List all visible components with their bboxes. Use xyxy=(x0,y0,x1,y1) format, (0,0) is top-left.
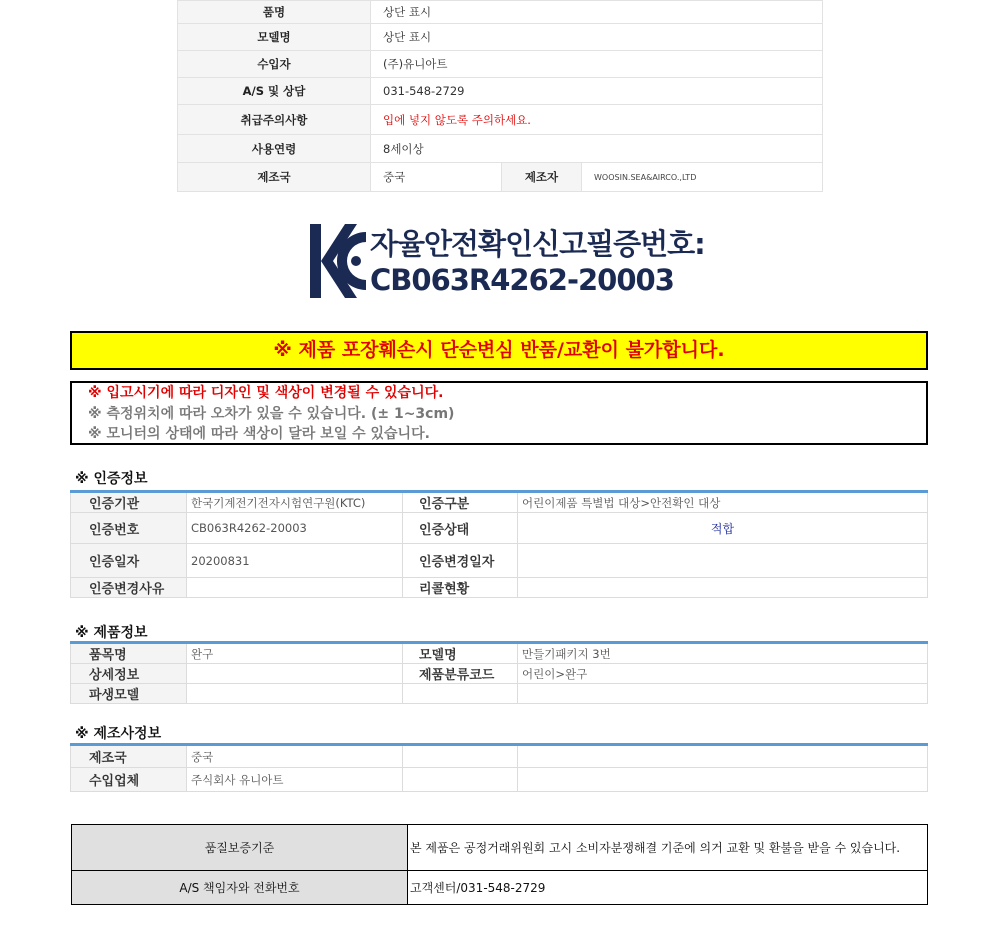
empty-cell xyxy=(518,745,928,768)
spec-row xyxy=(178,135,823,163)
table-row xyxy=(71,664,928,684)
cert-number-value: CB063R4262-20003 xyxy=(187,513,403,544)
section-title: ※ 제품정보 xyxy=(75,625,148,641)
table-row xyxy=(71,544,928,578)
table-row xyxy=(71,768,928,792)
product-spec-table xyxy=(177,0,823,192)
spec-value: WOOSIN.SEA&AIRCO.,LTD xyxy=(582,163,823,192)
spec-row xyxy=(178,105,823,135)
recall-value xyxy=(518,578,928,598)
cert-type-label: 인증구분 xyxy=(403,492,518,513)
kc-label: 자율안전확인신고필증번호: xyxy=(370,227,705,261)
spec-row xyxy=(178,24,823,51)
table-row xyxy=(71,492,928,513)
importer-value: 주식회사 유니아트 xyxy=(187,768,403,792)
empty-cell xyxy=(518,684,928,704)
kc-number: CB063R4262-20003 xyxy=(370,263,674,297)
table-row xyxy=(71,513,928,544)
table-row xyxy=(71,684,928,704)
cert-change-date-label: 인증변경일자 xyxy=(403,544,518,578)
cert-date-value: 20200831 xyxy=(187,544,403,578)
spec-value: 031-548-2729 xyxy=(371,78,823,105)
country-value: 중국 xyxy=(187,745,403,768)
class-code-value: 어린이>완구 xyxy=(518,664,928,684)
table-row xyxy=(71,643,928,664)
spec-label: 제조국 xyxy=(178,163,371,192)
table-row xyxy=(72,825,928,871)
spec-row xyxy=(178,51,823,78)
derived-model-label: 파생모델 xyxy=(71,684,187,704)
spec-value: 중국 xyxy=(371,163,502,192)
notice-line: ※ 측정위치에 따라 오차가 있을 수 있습니다. (± 1~3cm) xyxy=(88,405,455,422)
model-value: 만들기패키지 3번 xyxy=(518,643,928,664)
spec-label: A/S 및 상담 xyxy=(178,78,371,105)
spec-label: 제조자 xyxy=(502,163,582,192)
kc-certification-logo xyxy=(310,224,366,298)
cert-type-value: 어린이제품 특별법 대상>안전확인 대상 xyxy=(518,492,928,513)
item-name-value: 완구 xyxy=(187,643,403,664)
spec-label: 취급주의사항 xyxy=(178,105,371,135)
recall-label: 리콜현황 xyxy=(403,578,518,598)
class-code-label: 제품분류코드 xyxy=(403,664,518,684)
warranty-table xyxy=(71,824,928,905)
detail-label: 상세정보 xyxy=(71,664,187,684)
product-info-table xyxy=(70,641,928,704)
spec-row xyxy=(178,1,823,24)
model-label: 모델명 xyxy=(403,643,518,664)
empty-cell xyxy=(403,768,518,792)
cert-number-label: 인증번호 xyxy=(71,513,187,544)
notice-line: ※ 입고시기에 따라 디자인 및 색상이 변경될 수 있습니다. xyxy=(88,385,444,401)
as-contact-value: 고객센터/031-548-2729 xyxy=(408,871,928,905)
empty-cell xyxy=(403,684,518,704)
spec-label: 사용연령 xyxy=(178,135,371,163)
as-contact-label: A/S 책임자와 전화번호 xyxy=(72,871,408,905)
table-row xyxy=(72,871,928,905)
cert-date-label: 인증일자 xyxy=(71,544,187,578)
detail-value xyxy=(187,664,403,684)
cert-status-value: 적합 xyxy=(518,513,928,544)
spec-row xyxy=(178,163,823,192)
spec-label: 품명 xyxy=(178,1,371,24)
spec-value: 8세이상 xyxy=(371,135,823,163)
section-title: ※ 인증정보 xyxy=(75,471,148,487)
table-row xyxy=(71,745,928,768)
cert-info-table xyxy=(70,490,928,598)
cert-status-label: 인증상태 xyxy=(403,513,518,544)
spec-value: 상단 표시 xyxy=(371,1,823,24)
cert-change-reason-label: 인증변경사유 xyxy=(71,578,187,598)
spec-row xyxy=(178,78,823,105)
spec-value: (주)유니아트 xyxy=(371,51,823,78)
notice-box xyxy=(70,381,928,445)
quality-standard-value: 본 제품은 공정거래위원회 고시 소비자분쟁해결 기준에 의거 교환 및 환불을 받을 수 있습니다. xyxy=(408,825,928,871)
item-name-label: 품목명 xyxy=(71,643,187,664)
spec-label: 수입자 xyxy=(178,51,371,78)
empty-cell xyxy=(403,745,518,768)
cert-change-date-value xyxy=(518,544,928,578)
spec-label: 모델명 xyxy=(178,24,371,51)
section-title: ※ 제조사정보 xyxy=(75,726,162,742)
table-row xyxy=(71,578,928,598)
importer-label: 수입업체 xyxy=(71,768,187,792)
return-notice-banner: ※ 제품 포장훼손시 단순변심 반품/교환이 불가합니다. xyxy=(70,331,928,370)
country-label: 제조국 xyxy=(71,745,187,768)
manufacturer-info-table xyxy=(70,743,928,792)
empty-cell xyxy=(518,768,928,792)
quality-standard-label: 품질보증기준 xyxy=(72,825,408,871)
cert-agency-label: 인증기관 xyxy=(71,492,187,513)
cert-change-reason-value xyxy=(187,578,403,598)
cert-agency-value: 한국기계전기전자시험연구원(KTC) xyxy=(187,492,403,513)
spec-value: 상단 표시 xyxy=(371,24,823,51)
derived-model-value xyxy=(187,684,403,704)
spec-value: 입에 넣지 않도록 주의하세요. xyxy=(371,105,823,135)
notice-line: ※ 모니터의 상태에 따라 색상이 달라 보일 수 있습니다. xyxy=(88,426,430,442)
